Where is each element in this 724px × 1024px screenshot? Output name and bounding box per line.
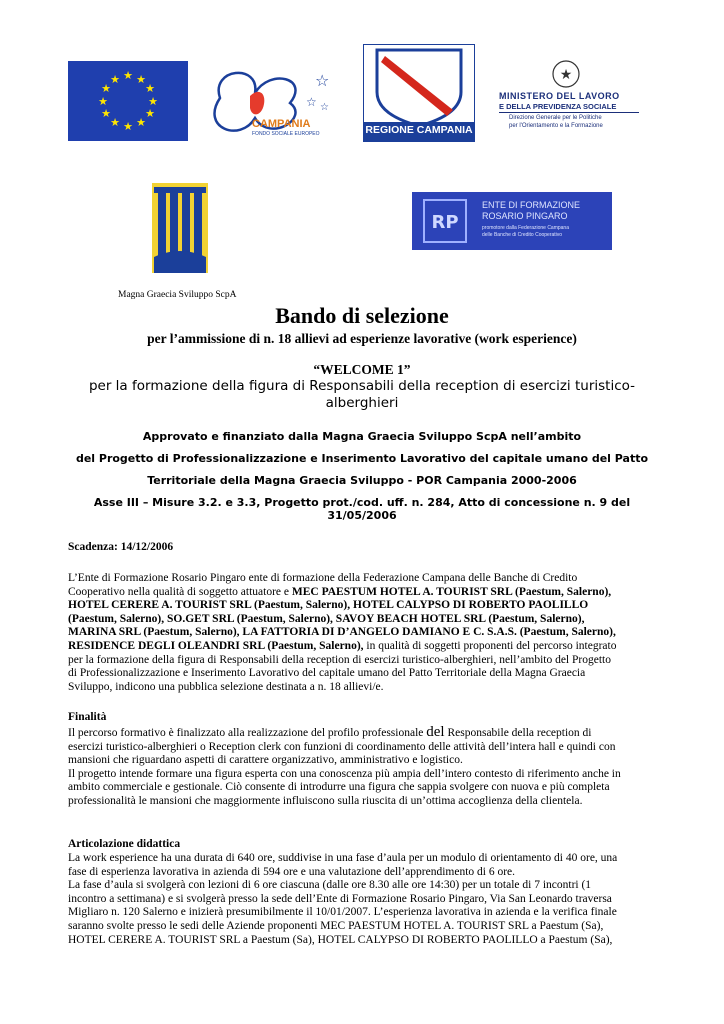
campania-logo-subtext: FONDO SOCIALE EUROPEO [252,131,320,137]
articolazione-line: incontro a settimana) e si svolgerà presso la sede dell’Ente di Formazione Rosario Pingaro, Via San Leonardo traversa [68,892,612,905]
intro-line: Cooperativo nella qualità di soggetto attuatore e MEC PAESTUM HOTEL A. TOURIST SRL (Paestum, Salerno), [68,585,612,598]
figura-description [80,378,644,412]
finalita-line: mansioni che riguardano aspetti di carattere organizzativo, amministrativo e logistico. [68,754,463,767]
pingaro-emblem-icon [422,198,468,244]
regione-campania-logo [363,44,475,142]
intro-line: Sviluppo, indicono una pubblica selezione destinata a n. 18 allievi/e. [68,680,384,693]
intro-line: MARINA SRL (Paestum, Salerno), LA FATTORIA DI D’ANGELO DAMIANO E C. S.A.S. (Paestum, Salerno), [68,626,616,639]
svg-text:★: ★ [136,73,146,86]
ente-pingaro-logo [412,192,612,250]
page-title: Bando di selezione [275,303,449,328]
figura-line2: alberghieri [325,395,399,411]
pingaro-line3: promotore dalla Federazione Campana [482,225,569,231]
intro-line: per la formazione della figura di Responsabili della reception di esercizi turistico-alberghieri, nell’ambito del Progetto [68,653,611,666]
ministero-line4: per l'Orientamento e la Formazione [509,123,603,129]
articolazione-line: La work esperience ha una durata di 640 ore, suddivise in una fase d’aula per un modulo di orientamento di 40 ore, una [68,852,618,864]
svg-text:★: ★ [110,116,120,129]
approvato-line1: Approvato e finanziato dalla Magna Graecia Sviluppo ScpA nell’ambito [142,430,582,443]
intro-line: HOTEL CERERE A. TOURIST SRL (Paestum, Salerno), HOTEL CALYPSO DI ROBERTO PAOLILLO [68,599,589,612]
articolazione-line: HOTEL CERERE A. TOURIST SRL a Paestum (Sa), HOTEL CALYPSO DI ROBERTO PAOLILLO a Paestum (Sa), [68,933,613,946]
ministero-line1: MINISTERO DEL LAVORO [499,91,620,101]
intro-line: L’Ente di Formazione Rosario Pingaro ente di formazione della Federazione Campana delle Banche di Credito [68,572,578,584]
approvato-line4: Asse III – Misure 3.2. e 3.3, Progetto prot./cod. uff. n. 284, Atto di concessione n. 9 del 31/05/2006 [93,496,631,522]
ministero-line2: E DELLA PREVIDENZA SOCIALE [499,102,617,111]
approvato-line3: Territoriale della Magna Graecia Sviluppo - POR Campania 2000-2006 [147,474,577,487]
finalita-line: esercizi turistico-alberghieri o Reception clerk con funzioni di coordinamento delle attività dell’intera hall e quindi con [68,740,616,753]
page-subtitle: per l’ammissione di n. 18 allievi ad esperienze lavorative (work esperience) [147,331,577,346]
pingaro-line4: delle Banche di Credito Cooperativo [482,232,563,238]
articolazione-line: saranno svolte presso le sedi delle Aziende proponenti MEC PAESTUM HOTEL A. TOURIST SRL a Paestum (Sa), [68,919,604,932]
finalita-line: Il percorso formativo è finalizzato alla realizzazione del profilo professionale del Responsabile della reception di [68,724,592,740]
campania-fse-logo [200,58,340,146]
finalita-heading: Finalità [68,711,107,723]
svg-text:★: ★ [101,107,111,120]
articolazione-paragraph [68,852,656,947]
magna-caption: Magna Graecia Sviluppo ScpA [118,290,237,300]
pingaro-line2: ROSARIO PINGARO [482,211,568,221]
finalita-paragraph [68,726,656,809]
finalita-line: Il progetto intende formare una figura esperta con una conoscenza più ampia dell’intero contesto di riferimento anche in [68,767,621,780]
emblem-icon [551,58,581,90]
svg-text:☆: ☆ [320,102,329,113]
articolazione-heading: Articolazione didattica [68,838,181,850]
eu-stars-icon [68,61,188,141]
regione-logo-text: REGIONE CAMPANIA [365,124,473,136]
svg-text:★: ★ [145,82,155,95]
svg-text:★: ★ [559,67,573,83]
intro-paragraph [68,572,656,694]
program-name: “WELCOME 1” [313,362,411,377]
articolazione-line: Migliaro n. 120 Salerno e inizierà presumibilmente il 10/01/2007. L’esperienza lavorativa in azienda e la verifica finale [68,906,617,919]
svg-text:★: ★ [98,95,108,108]
svg-text:☆: ☆ [315,71,330,90]
eu-flag-logo [68,61,188,141]
ministero-line3: Direzione Generale per le Politiche [509,115,602,121]
pingaro-line1: ENTE DI FORMAZIONE [482,200,581,210]
intro-line: (Paestum, Salerno), SO.GET SRL (Paestum, Salerno), SAVOY BEACH HOTEL SRL (Paestum, Salerno), [68,612,585,625]
ministero-lavoro-logo [493,58,643,138]
intro-line: RESIDENCE DEGLI OLEANDRI SRL (Paestum, Salerno), in qualità di soggetti proponenti del percorso integrato [68,639,617,652]
intro-line: di Professionalizzazione e Inserimento Lavorativo del capitale umano del Patto Territoriale della Magna Graecia [68,667,586,680]
svg-text:RP: RP [431,212,459,233]
svg-text:★: ★ [145,107,155,120]
svg-text:★: ★ [136,116,146,129]
svg-text:★: ★ [123,120,133,133]
articolazione-line: La fase d’aula si svolgerà con lezioni di 6 ore ciascuna (dalle ore 8.30 alle ore 14:30) per un totale di 7 incontri (1 [68,879,592,892]
magna-graecia-logo [152,183,208,273]
svg-text:★: ★ [110,73,120,86]
svg-text:★: ★ [148,95,158,108]
svg-text:★: ★ [123,69,133,82]
svg-text:☆: ☆ [306,95,317,109]
figura-line1: per la formazione della figura di Responsabili della reception di esercizi turistico- [88,378,636,394]
approvato-line2: del Progetto di Professionalizzazione e Inserimento Lavorativo del capitale umano del Patto [75,452,649,465]
articolazione-line: fase di esperienza lavorativa in azienda di 594 ore e una valutazione dell’apprendimento di 6 ore. [68,865,516,878]
svg-text:★: ★ [101,82,111,95]
finalita-line: ambito commerciale e gestionale. Ciò consente di introdurre una figura che sappia svolgere con nuova e più completa [68,781,610,794]
finalita-line: professionalità le mansioni che maggiormente influiscono sulla riuscita di un’ottima accoglienza della clientela. [68,794,583,807]
scadenza: Scadenza: 14/12/2006 [68,541,174,553]
campania-logo-text: CAMPANIA [252,118,311,130]
